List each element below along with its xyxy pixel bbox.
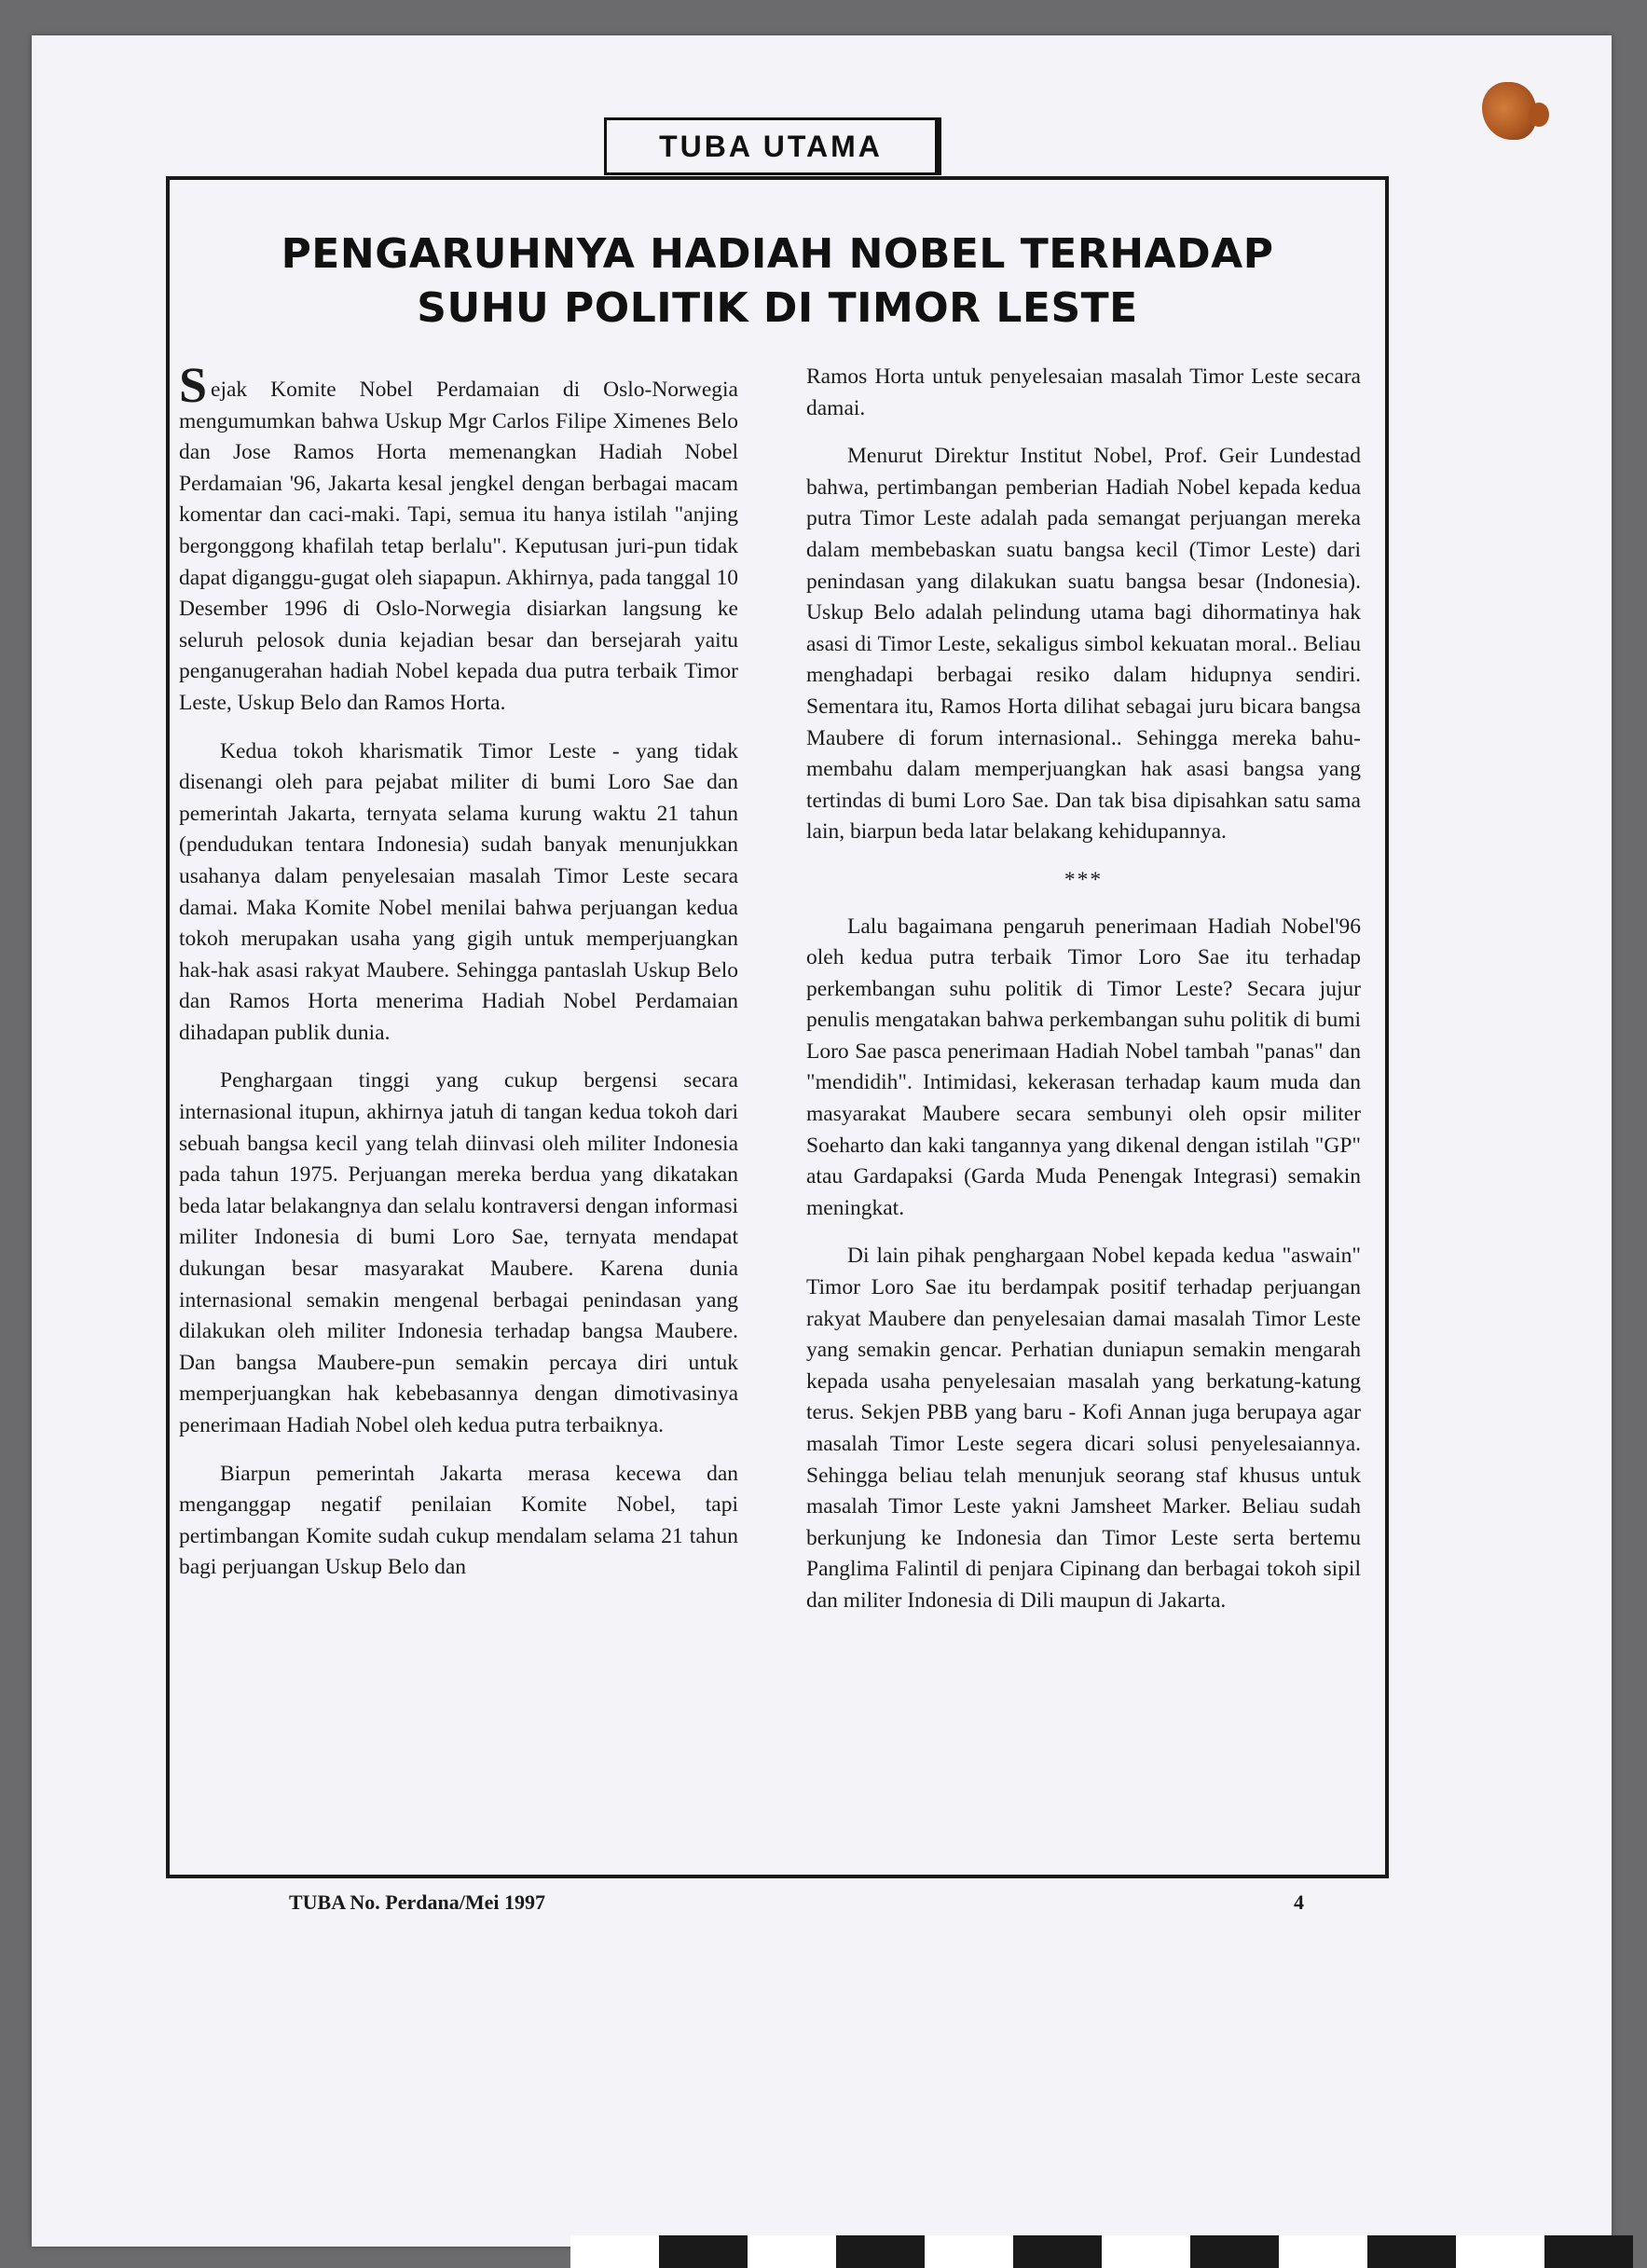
title-line-2: SUHU POLITIK DI TIMOR LESTE [417,284,1138,332]
right-column [806,362,1361,1634]
left-paragraph-1-text: ejak Komite Nobel Perdamaian di Oslo-Norwegia mengumumkan bahwa Uskup Mgr Carlos Filipe Ximenes Belo dan Jose Ramos Horta memenangkan Hadiah Nobel Perdamaian '96, Jakarta kesal jengkel dengan berbagai macam komentar dan caci-maki. Tapi, semua itu hanya istilah "anjing bergonggong khafilah tetap berlalu". Keputusan juri-pun tidak dapat diganggu-gugat oleh siapapun. Akhirnya, pada tanggal 10 Desember 1996 di Oslo-Norwegia disiarkan langsung ke seluruh pelosok dunia kejadian besar dan bersejarah yaitu penganugerahan hadiah Nobel kepada dua putra terbaik Timor Leste, Uskup Belo dan Ramos Horta. [179,378,738,715]
left-paragraph-2: Kedua tokoh kharismatik Timor Leste - yang tidak disenangi oleh para pejabat militer di bumi Loro Sae dan pemerintah Jakarta, ternyata selama kurung waktu 21 tahun (pendudukan tentara Indonesia) sudah banyak menunjukkan usahanya dalam penyelesaian masalah Timor Leste secara damai. Maka Komite Nobel menilai bahwa perjuangan kedua tokoh merupakan usaha yang gigih untuk memperjuangkan hak-hak asasi rakyat Maubere. Sehingga pantaslah Uskup Belo dan Ramos Horta menerima Hadiah Nobel Perdamaian dihadapan publik dunia. [179,738,738,1045]
scale-ruler [570,2235,1633,2268]
left-paragraph-4: Biarpun pemerintah Jakarta merasa kecewa dan menganggap negatif penilaian Komite Nobel, tapi pertimbangan Komite sudah cukup mendalam selama 21 tahun bagi perjuangan Uskup Belo dan [179,1461,738,1580]
dropcap: S [179,357,208,413]
right-paragraph-4: Di lain pihak penghargaan Nobel kepada kedua "aswain" Timor Loro Sae itu berdampak positif terhadap perjuangan rakyat Maubere dan penyelesaian damai masalah Timor Leste yang semakin gencar. Perhatian duniapun semakin mengarah kepada usaha penyelesaian masalah yang berkatung-katung terus. Sekjen PBB yang baru - Kofi Annan juga berupaya agar masalah Timor Leste segera dicari solusi penyelesaiannya. Sehingga beliau telah menunjuk seorang staf khusus untuk masalah Timor Leste yakni Jamsheet Marker. Beliau sudah berkunjung ke Indonesia dan Timor Leste serta bertemu Panglima Falintil di penjara Cipinang dan berbagai tokoh sipil dan militer Indonesia di Dili maupun di Jakarta. [806,1244,1361,1613]
section-separator: *** [1064,867,1104,892]
left-column [179,357,738,1601]
right-paragraph-2: Menurut Direktur Institut Nobel, Prof. Geir Lundestad bahwa, pertimbangan pemberian Hadiah Nobel kepada kedua putra Timor Leste adalah pada semangat perjuangan mereka dalam membebaskan suatu bangsa kecil (Timor Leste) dari penindasan yang dilakukan suatu bangsa besar (Indonesia). Uskup Belo adalah pelindung utama bagi dihormatinya hak asasi di Timor Leste, sekaligus simbol kekuatan moral.. Beliau menghadapi berbagai resiko dalam hidupnya sendiri. Sementara itu, Ramos Horta dilihat sebagai juru bicara bangsa Maubere di forum internasional.. Sehingga mereka bahu-membahu dalam memperjuangkan hak asasi bangsa yang tertindas di bumi Loro Sae. Dan tak bisa dipisahkan satu sama lain, biarpun beda latar belakang kehidupannya. [806,444,1361,845]
title-line-1: PENGARUHNYA HADIAH NOBEL TERHADAP [281,230,1274,278]
right-paragraph-3: Lalu bagaimana pengaruh penerimaan Hadiah Nobel'96 oleh kedua putra terbaik Timor Loro Sae itu terhadap perkembangan suhu politik di Timor Leste? Secara jujur penulis mengatakan bahwa perkembangan suhu politik di bumi Loro Sae pasca penerimaan Hadiah Nobel tambah "panas" dan "mendidih". Intimidasi, kekerasan terhadap kaum muda dan masyarakat Maubere secara sembunyi oleh opsir militer Soeharto dan kaki tangannya yang dikenal dengan istilah "GP" atau Gardapaksi (Garda Muda Penengak Integrasi) semakin meningkat. [806,914,1361,1220]
left-paragraph-3: Penghargaan tinggi yang cukup bergensi secara internasional itupun, akhirnya jatuh di tangan kedua tokoh dari sebuah bangsa kecil yang telah diinvasi oleh militer Indonesia pada tahun 1975. Perjuangan mereka berdua yang dikatakan beda latar belakangnya dan selalu kontraversi dengan informasi militer Indonesia di bumi Loro Sae, ternyata mendapat dukungan besar masyarakat Maubere. Karena dunia internasional semakin mengenal berbagai penindasan yang dilakukan oleh militer Indonesia terhadap bangsa Maubere. Dan bangsa Maubere-pun semakin percaya diri untuk memperjuangkan hak kebebasannya dengan dimotivasinya penerimaan Hadiah Nobel oleh kedua putra terbaiknya. [179,1068,738,1437]
article-title [166,227,1389,336]
footer-publication: TUBA No. Perdana/Mei 1997 [289,1890,545,1914]
right-paragraph-1: Ramos Horta untuk penyelesaian masalah Timor Leste secara damai. [806,364,1361,420]
left-paragraph-1 [179,357,738,720]
section-label: TUBA UTAMA [604,117,941,175]
paper-stain-dot [1529,103,1549,127]
footer-page-number: 4 [1294,1890,1304,1914]
